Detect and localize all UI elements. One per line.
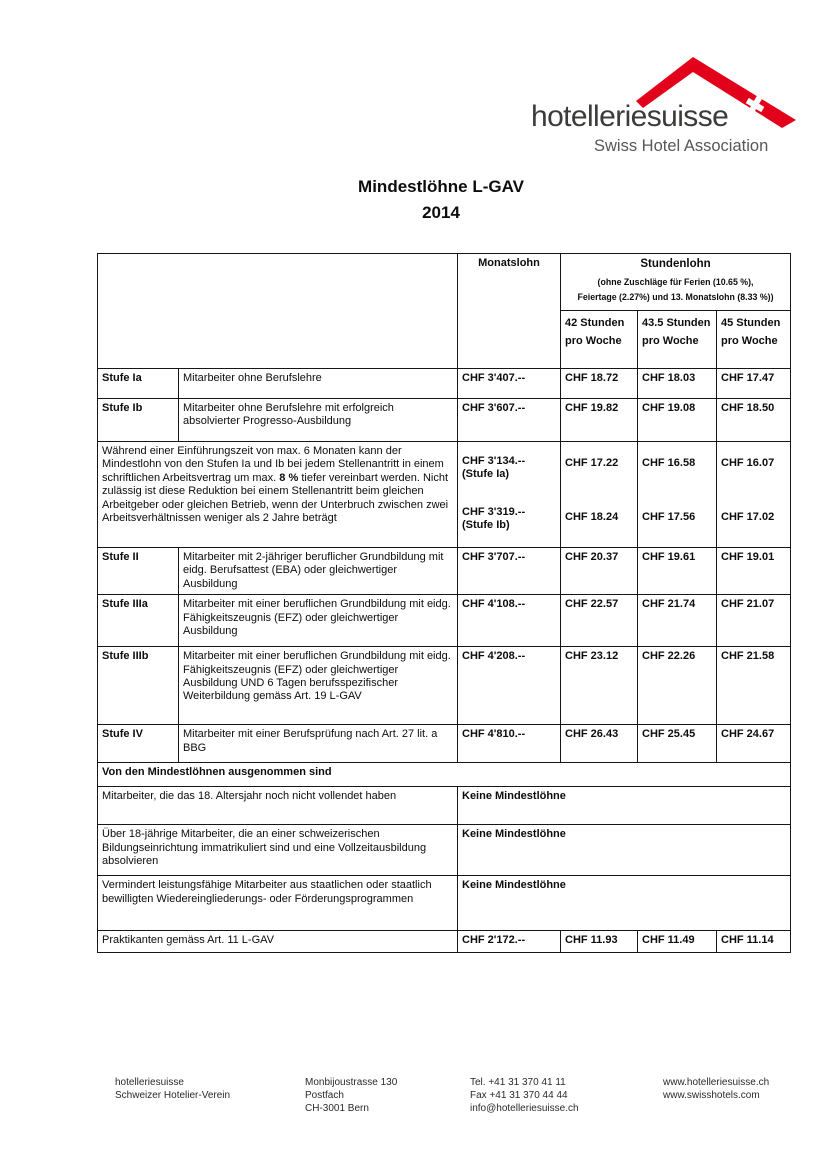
row-description: Mitarbeiter mit einer Berufsprüfung nach Art. 27 lit. a BBG	[179, 725, 458, 763]
intro-paragraph: Während einer Einführungszeit von max. 6 Monaten kann der Mindestlohn von den Stufen Ia und Ib bei jedem Stellenantritt in einem schriftlichen Arbeitsvertrag um max. 8 % tiefer vereinbart werden. Nicht zulässig ist diese Reduktion bei einem Stellenantritt beim gleichen Arbeitgeber oder gleichen Betrieb, wenn der Unterbruch zwischen zwei Arbeitsverhältnissen weniger als 2 Jahre beträgt	[98, 442, 458, 548]
hourly-wage-42: CHF 22.57	[561, 595, 638, 647]
hourly-wage-43-5: CHF 19.08	[638, 399, 717, 442]
praktikanten-description: Praktikanten gemäss Art. 11 L-GAV	[98, 931, 458, 953]
header-hourly	[561, 254, 791, 311]
title-line-2: 2014	[422, 203, 460, 223]
row-stufe-iv	[98, 725, 791, 763]
hourly-wage-45: CHF 19.01	[717, 548, 791, 595]
row-stufe-ia	[98, 369, 791, 399]
hourly-wage-42-reduced: CHF 17.22 CHF 18.24	[561, 442, 638, 548]
hourly-wage-45: CHF 11.14	[717, 931, 791, 953]
header-monthly: Monatslohn	[458, 254, 561, 369]
row-praktikanten	[98, 931, 791, 953]
stufe-label: Stufe IV	[98, 725, 179, 763]
row-stufe-iiib	[98, 647, 791, 725]
row-description: Mitarbeiter mit einer beruflichen Grundbildung mit eidg. Fähigkeitszeugnis (EFZ) oder gleichwertiger Ausbildung	[179, 595, 458, 647]
header-hourly-title: Stundenlohn	[640, 258, 711, 270]
hourly-wage-43-5: CHF 11.49	[638, 931, 717, 953]
monthly-wage: CHF 3'607.--	[458, 399, 561, 442]
footer-contact: Tel. +41 31 370 41 11 Fax +41 31 370 44 44 info@hotelleriesuisse.ch	[470, 1077, 579, 1114]
hourly-wage-43-5-reduced: CHF 16.58 CHF 17.56	[638, 442, 717, 548]
stufe-label: Stufe Ib	[98, 399, 179, 442]
monthly-wage: CHF 3'707.--	[458, 548, 561, 595]
hourly-wage-42: CHF 23.12	[561, 647, 638, 725]
row-stufe-ib	[98, 399, 791, 442]
logo-brand-text: hotelleriesuisse	[531, 100, 729, 133]
row-stufe-iiia	[98, 595, 791, 647]
row-exceptions-header	[98, 763, 791, 787]
header-hourly-note-1: (ohne Zuschläge für Ferien (10.65 %),	[597, 277, 754, 288]
header-45h: 45 Stunden pro Woche	[717, 311, 791, 369]
stufe-label: Stufe II	[98, 548, 179, 595]
hourly-wage-45: CHF 17.47	[717, 369, 791, 399]
header-42h: 42 Stunden pro Woche	[561, 311, 638, 369]
exception-description: Vermindert leistungsfähige Mitarbeiter aus staatlichen oder staatlich bewilligten Wiedereingliederungs- oder Förderungsprogrammen	[98, 876, 458, 931]
row-description: Mitarbeiter ohne Berufslehre mit erfolgreich absolvierter Progresso-Ausbildung	[179, 399, 458, 442]
monthly-wage: CHF 3'407.--	[458, 369, 561, 399]
hourly-wage-43-5: CHF 25.45	[638, 725, 717, 763]
monthly-wage: CHF 4'208.--	[458, 647, 561, 725]
hourly-wage-43-5: CHF 22.26	[638, 647, 717, 725]
hourly-wage-45-reduced: CHF 16.07 CHF 17.02	[717, 442, 791, 548]
minimum-wage-table	[97, 253, 791, 953]
hourly-wage-42: CHF 20.37	[561, 548, 638, 595]
exception-description: Über 18-jährige Mitarbeiter, die an einer schweizerischen Bildungseinrichtung immatrikuliert sind und eine Vollzeitausbildung absolvieren	[98, 825, 458, 876]
monthly-wage: CHF 2'172.--	[458, 931, 561, 953]
monthly-wage-reduced: CHF 3'134.-- (Stufe Ia) CHF 3'319.-- (Stufe Ib)	[458, 442, 561, 548]
row-einfuehrungszeit	[98, 442, 791, 548]
exception-description: Mitarbeiter, die das 18. Altersjahr noch nicht vollendet haben	[98, 787, 458, 825]
row-description: Mitarbeiter ohne Berufslehre	[179, 369, 458, 399]
row-description: Mitarbeiter mit 2-jähriger beruflicher Grundbildung mit eidg. Berufsattest (EBA) oder gleichwertiger Ausbildung	[179, 548, 458, 595]
exceptions-header: Von den Mindestlöhnen ausgenommen sind	[98, 763, 791, 787]
header-empty-cell	[98, 254, 458, 369]
hourly-wage-43-5: CHF 21.74	[638, 595, 717, 647]
row-exception-students	[98, 825, 791, 876]
document-title	[0, 174, 820, 227]
title-line-1: Mindestlöhne L-GAV	[358, 177, 524, 196]
header-row-1	[98, 254, 791, 311]
hourly-wage-45: CHF 24.67	[717, 725, 791, 763]
hourly-wage-43-5: CHF 18.03	[638, 369, 717, 399]
hourly-wage-42: CHF 18.72	[561, 369, 638, 399]
logo-tagline: Swiss Hotel Association	[594, 137, 769, 155]
stufe-label: Stufe IIIb	[98, 647, 179, 725]
hourly-wage-45: CHF 21.58	[717, 647, 791, 725]
row-stufe-ii	[98, 548, 791, 595]
stufe-label: Stufe IIIa	[98, 595, 179, 647]
hourly-wage-42: CHF 11.93	[561, 931, 638, 953]
footer-org: hotelleriesuisse Schweizer Hotelier-Verein	[115, 1077, 231, 1101]
header-43-5h: 43.5 Stunden pro Woche	[638, 311, 717, 369]
hourly-wage-43-5: CHF 19.61	[638, 548, 717, 595]
footer-websites: www.hotelleriesuisse.ch www.swisshotels.com	[663, 1077, 770, 1101]
exception-value: Keine Mindestlöhne	[458, 787, 791, 825]
hourly-wage-42: CHF 26.43	[561, 725, 638, 763]
header-hourly-note-2: Feiertage (2.27%) und 13. Monatslohn (8.33 %))	[577, 291, 774, 302]
exception-value: Keine Mindestlöhne	[458, 825, 791, 876]
stufe-label: Stufe Ia	[98, 369, 179, 399]
exception-value: Keine Mindestlöhne	[458, 876, 791, 931]
intro-bold-percent: 8 %	[279, 471, 299, 484]
row-exception-under-18	[98, 787, 791, 825]
row-exception-reduced-capacity	[98, 876, 791, 931]
row-description: Mitarbeiter mit einer beruflichen Grundbildung mit eidg. Fähigkeitszeugnis (EFZ) oder gleichwertiger Ausbildung UND 6 Tagen berufsspezifischer Weiterbildung gemäss Art. 19 L-GAV	[179, 647, 458, 725]
hourly-wage-42: CHF 19.82	[561, 399, 638, 442]
monthly-wage: CHF 4'108.--	[458, 595, 561, 647]
footer-address: Monbijoustrasse 130 Postfach CH-3001 Bern	[305, 1077, 398, 1114]
hourly-wage-45: CHF 21.07	[717, 595, 791, 647]
hourly-wage-45: CHF 18.50	[717, 399, 791, 442]
monthly-wage: CHF 4'810.--	[458, 725, 561, 763]
